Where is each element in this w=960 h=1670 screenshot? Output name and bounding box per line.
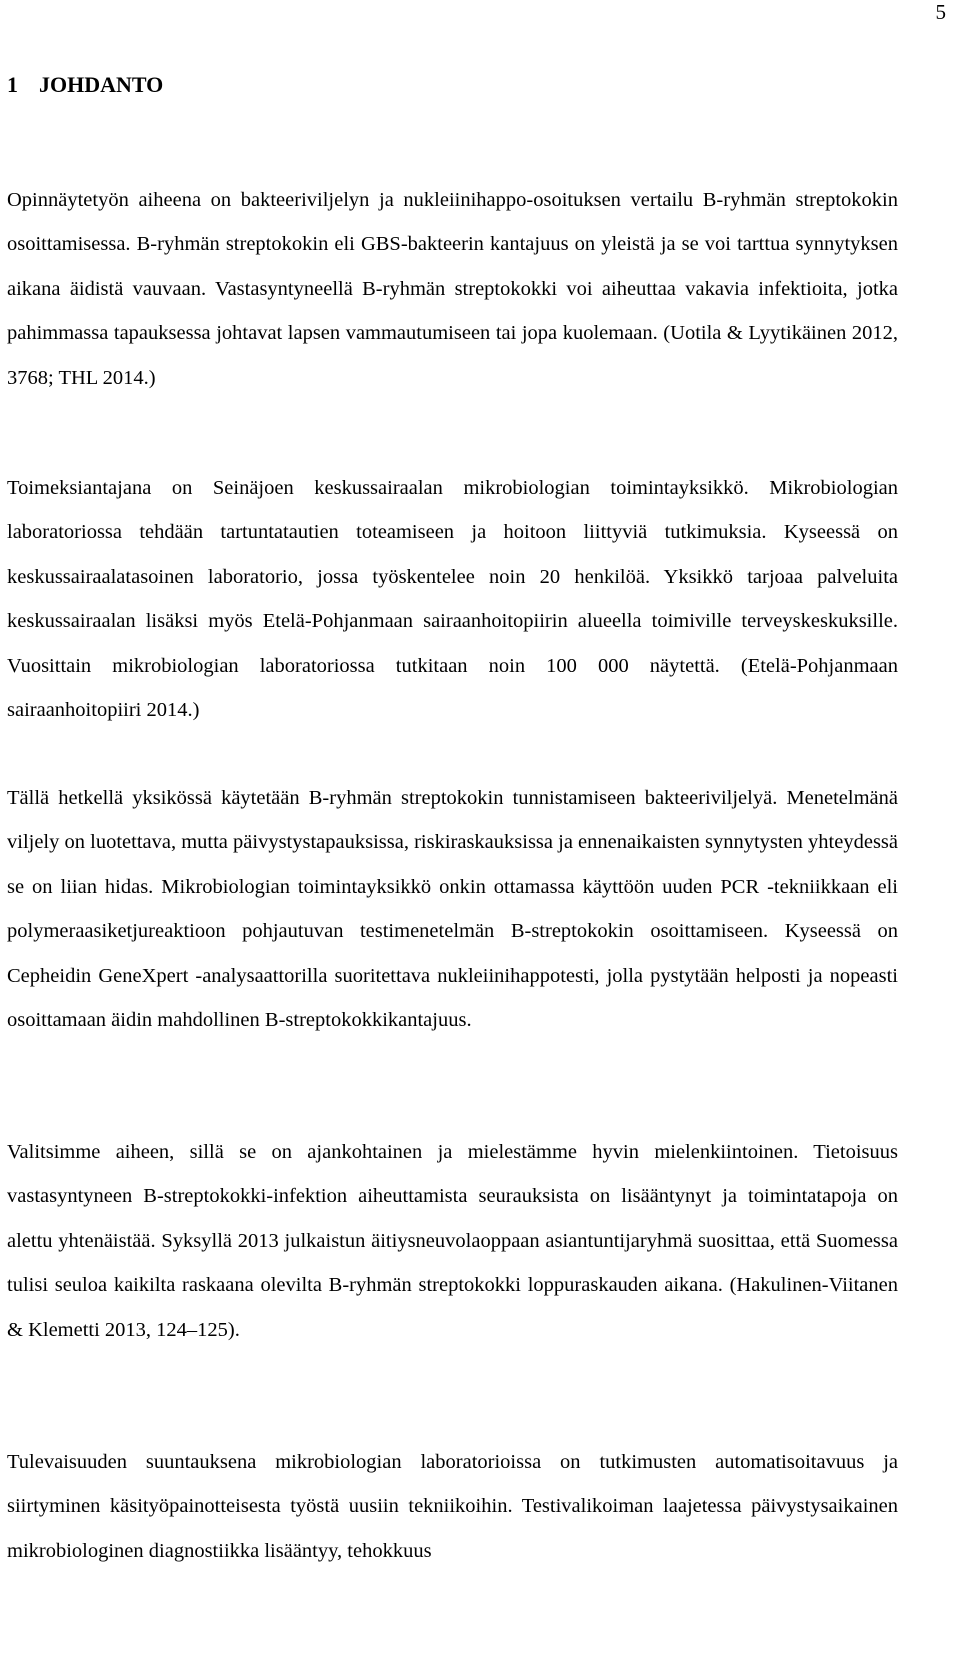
- paragraph-motivation: Valitsimme aiheen, sillä se on ajankohtainen ja mielestämme hyvin mielenkiintoinen. Tietoisuus vastasyntyneen B-streptokokki-infektion aiheuttamista seurauksista on lisääntynyt ja toimintatapoja on alettu yhtenäistää. Syksyllä 2013 julkaistun äitiysneuvolaoppaan asiantuntijaryhmä suosittaa, että Suomessa tulisi seuloa kaikilta raskaana olevilta B-ryhmän streptokokki loppuraskauden aikana. (Hakulinen-Viitanen & Klemetti 2013, 124–125).: [7, 1141, 898, 1341]
- paragraph-future: Tulevaisuuden suuntauksena mikrobiologian laboratorioissa on tutkimusten automatisoitavuus ja siirtyminen käsityöpainotteisesta työstä uusiin tekniikoihin. Testivalikoiman laajetessa päivystysaikainen mikrobiologinen diagnostiikka lisääntyy, tehokkuus: [7, 1451, 898, 1562]
- page-number: 5: [935, 0, 946, 24]
- chapter-title: JOHDANTO: [39, 71, 164, 97]
- chapter-number: 1: [7, 71, 18, 97]
- paragraph-current-method: Tällä hetkellä yksikössä käytetään B-ryhmän streptokokin tunnistamiseen bakteeriviljelyä. Menetelmänä viljely on luotettava, mutta päivystystapauksissa, riskiraskauksissa ja ennenaikaisten synnytysten yhteydessä se on liian hidas. Mikrobiologian toimintayksikkö onkin ottamassa käyttöön uuden PCR -tekniikkaan eli polymeraasiketjureaktioon pohjautuvan testimenetelmän B-streptokokin osoittamiseen. Kyseessä on Cepheidin GeneXpert -analysaattorilla suoritettava nukleiinihappotesti, jolla pystytään helposti ja nopeasti osoittamaan äidin mahdollinen B-streptokokkikantajuus.: [7, 787, 899, 1032]
- paragraph-commissioner: Toimeksiantajana on Seinäjoen keskussairaalan mikrobiologian toimintayksikkö. Mikrobiologian laboratoriossa tehdään tartuntatautien toteamiseen ja hoitoon liittyviä tutkimuksia. Kyseessä on keskussairaalatasoinen laboratorio, jossa työskentelee noin 20 henkilöä. Yksikkö tarjoaa palveluita keskussairaalan lisäksi myös Etelä-Pohjanmaan sairaanhoitopiirin alueella toimiville terveyskeskuksille. Vuosittain mikrobiologian laboratoriossa tutkitaan noin 100 000 näytettä. (Etelä-Pohjanmaan sairaanhoitopiiri 2014.): [7, 477, 898, 722]
- chapter-heading: [7, 71, 163, 99]
- paragraph-topic: Opinnäytetyön aiheena on bakteeriviljelyn ja nukleiinihappo-osoituksen vertailu B-ryhmän streptokokin osoittamisessa. B-ryhmän streptokokin eli GBS-bakteerin kantajuus on yleistä ja se voi tarttua synnytyksen aikana äidistä vauvaan. Vastasyntyneellä B-ryhmän streptokokki voi aiheuttaa vakavia infektioita, jotka pahimmassa tapauksessa johtavat lapsen vammautumiseen tai jopa kuolemaan. (Uotila & Lyytikäinen 2012, 3768; THL 2014.): [7, 189, 898, 389]
